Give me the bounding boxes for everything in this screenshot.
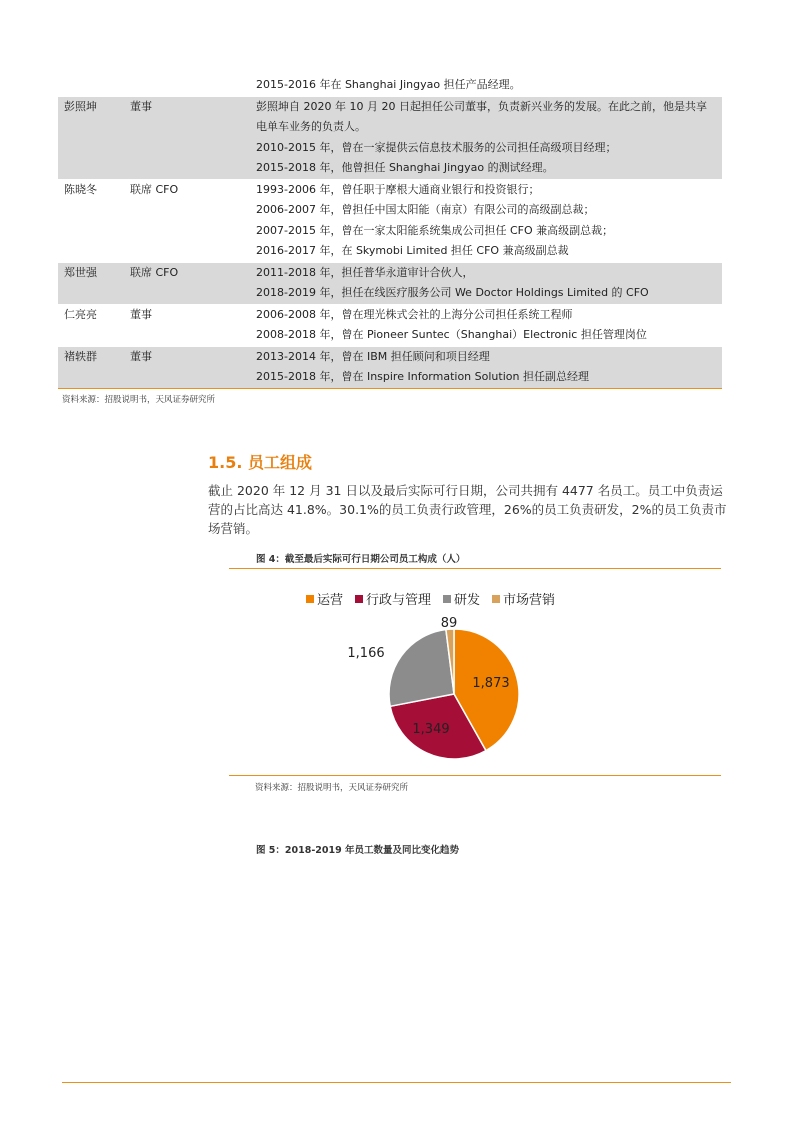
legend-label: 市场营销 [503, 593, 556, 608]
executive-role: 联席 CFO [130, 179, 256, 262]
experience-entry: 1993-2006 年，曾任职于摩根大通商业银行和投资银行； [256, 182, 540, 196]
section-paragraph: 截止 2020 年 12 月 31 日以及最后实际可行日期，公司共拥有 4477 名员工。员工中负责运营的占比高达 41.8%。30.1%的员工负责行政管理，26%的员工负责研发，2%的员工负责市场营销。 [208, 483, 727, 536]
employee-pie-chart [330, 608, 530, 768]
pie-data-label: 1,166 [347, 646, 385, 661]
experience-entry: 2013-2014 年，曾在 IBM 担任顾问和项目经理 [256, 349, 490, 363]
executive-role [130, 75, 256, 96]
experience-entry: 2006-2008 年，曾在理光株式会社的上海分公司担任系统工程师 [256, 307, 573, 321]
section-title: 1.5. 员工组成 [208, 453, 312, 472]
legend-swatch [443, 595, 451, 603]
experience-entry: 2015-2018 年，曾在 Inspire Information Solution 担任副总经理 [256, 370, 589, 383]
table-row [58, 346, 722, 388]
pie-data-label: 89 [440, 616, 458, 631]
experience-entry: 2010-2015 年，曾在一家提供云信息技术服务的公司担任高级项目经理； [256, 140, 617, 154]
legend-swatch [355, 595, 363, 603]
pie-slice [389, 630, 454, 707]
experience-entry: 2006-2007 年，曾担任中国太阳能（南京）有限公司的高级副总裁； [256, 203, 595, 216]
executive-experience [256, 304, 722, 346]
executive-experience [256, 346, 722, 388]
executive-role: 董事 [130, 346, 256, 388]
figure4-bottom-rule [229, 775, 721, 776]
executive-experience [256, 179, 722, 262]
table-source-note: 资料来源：招股说明书，天风证券研究所 [62, 395, 216, 405]
experience-entry: 2011-2018 年，担任普华永道审计合伙人， [256, 265, 474, 279]
executive-name [58, 75, 130, 96]
figure5-caption: 图 5：2018-2019 年员工数量及同比变化趋势 [256, 845, 460, 856]
table-row [58, 304, 722, 346]
executive-name: 褚轶群 [58, 346, 130, 388]
executive-table [58, 75, 722, 389]
legend-swatch [306, 595, 314, 603]
table-row [58, 179, 722, 262]
experience-entry: 2007-2015 年，曾在一家太阳能系统集成公司担任 CFO 兼高级副总裁； [256, 223, 614, 237]
legend-item [443, 589, 480, 608]
legend-item [492, 589, 555, 608]
figure4-source-note: 资料来源：招股说明书，天风证券研究所 [255, 783, 409, 793]
executive-role: 董事 [130, 304, 256, 346]
executive-role: 联席 CFO [130, 262, 256, 304]
figure4-top-rule [229, 568, 721, 569]
table-row [58, 262, 722, 304]
pie-data-label: 1,873 [472, 676, 510, 691]
experience-entry: 2016-2017 年，在 Skymobi Limited 担任 CFO 兼高级副总裁 [256, 244, 569, 257]
executive-role: 董事 [130, 96, 256, 179]
experience-entry: 2018-2019 年，担任在线医疗服务公司 We Doctor Holdings Limited 的 CFO [256, 286, 649, 299]
executive-name: 郑世强 [58, 262, 130, 304]
executive-experience [256, 262, 722, 304]
legend-swatch [492, 595, 500, 603]
page-bottom-rule [62, 1082, 731, 1083]
pie-data-label: 1,349 [412, 722, 450, 737]
legend-item [355, 589, 431, 608]
table-row [58, 75, 722, 96]
experience-entry: 2015-2016 年在 Shanghai Jingyao 担任产品经理。 [256, 78, 521, 91]
legend-label: 行政与管理 [366, 593, 432, 608]
executive-name: 仁亮亮 [58, 304, 130, 346]
executive-table-body [58, 75, 722, 388]
executive-experience [256, 75, 722, 96]
experience-entry: 彭照坤自 2020 年 10 月 20 日起担任公司董事，负责新兴业务的发展。在此之前，他是共享电单车业务的负责人。 [256, 99, 707, 133]
chart-legend [306, 589, 567, 608]
figure4-caption: 图 4：截至最后实际可行日期公司员工构成（人） [256, 554, 466, 565]
executive-name: 陈晓冬 [58, 179, 130, 262]
executive-experience [256, 96, 722, 179]
executive-name: 彭照坤 [58, 96, 130, 179]
experience-entry: 2015-2018 年，他曾担任 Shanghai Jingyao 的测试经理。 [256, 161, 554, 174]
legend-label: 研发 [454, 593, 481, 608]
legend-item [306, 589, 343, 608]
experience-entry: 2008-2018 年，曾在 Pioneer Suntec（Shanghai）Electronic 担任管理岗位 [256, 328, 647, 341]
legend-label: 运营 [317, 593, 344, 608]
table-row [58, 96, 722, 179]
